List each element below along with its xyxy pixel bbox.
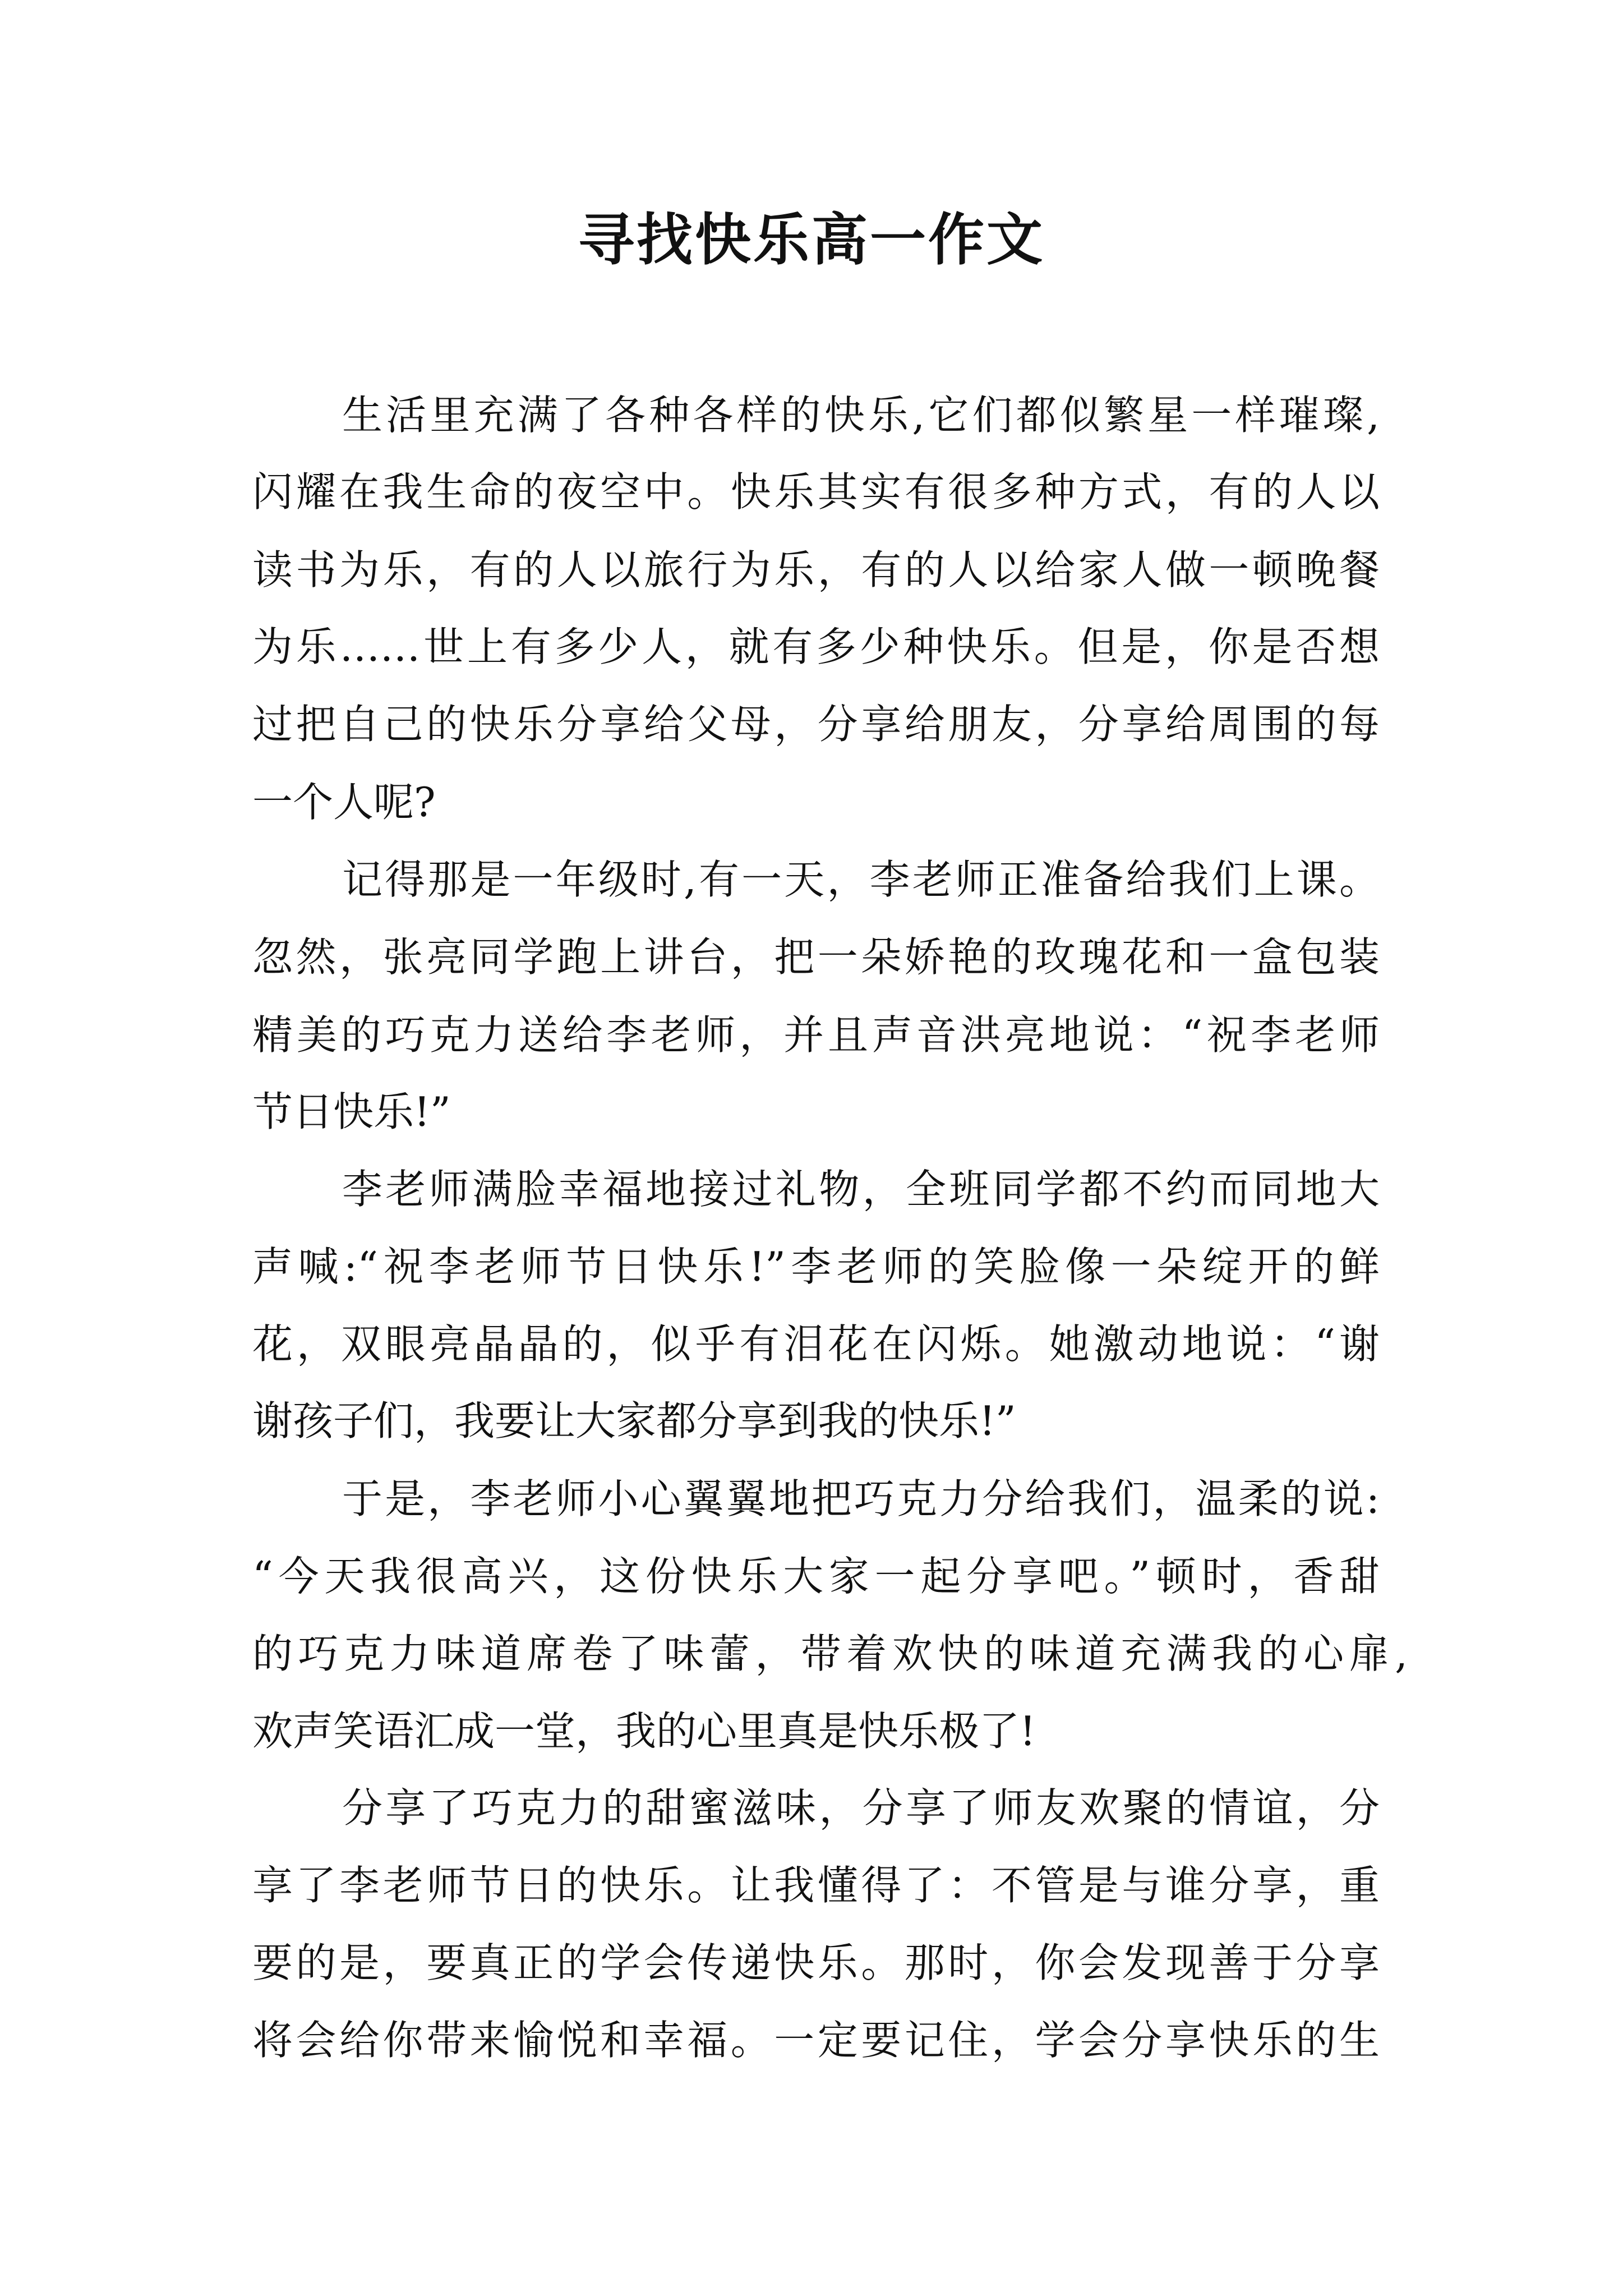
paragraph-line: 一个人呢? (252, 779, 436, 826)
paragraph-line: “今天我很高兴，这份快乐大家一起分享吧。”顿时，香甜 (252, 1553, 1380, 1600)
paragraph-line: 欢声笑语汇成一堂，我的心里真是快乐极了! (252, 1708, 1036, 1755)
paragraph-line: 享了李老师节日的快乐。让我懂得了：不管是与谁分享，重 (252, 1862, 1380, 1909)
paragraph-line: 精美的巧克力送给李老师，并且声音洪亮地说：“祝李老师 (252, 1011, 1380, 1059)
paragraph-line: 声喊:“祝李老师节日快乐!”李老师的笑脸像一朵绽开的鲜 (252, 1243, 1380, 1290)
paragraph-line: 花，双眼亮晶晶的，似乎有泪花在闪烁。她激动地说：“谢 (252, 1320, 1380, 1368)
paragraph-line: 为乐……世上有多少人，就有多少种快乐。但是，你是否想 (252, 623, 1380, 670)
paragraph-line: 读书为乐，有的人以旅行为乐，有的人以给家人做一顿晚餐 (252, 546, 1380, 593)
document-title: 寻找快乐高一作文 (578, 206, 1045, 273)
paragraph-line: 要的是，要真正的学会传递快乐。那时，你会发现善于分享 (252, 1939, 1380, 1986)
paragraph-line: 谢孩子们，我要让大家都分享到我的快乐!” (252, 1397, 1016, 1444)
paragraph-line: 记得那是一年级时,有一天，李老师正准备给我们上课。 (342, 856, 1380, 903)
paragraph-line: 分享了巧克力的甜蜜滋味，分享了师友欢聚的情谊，分 (342, 1784, 1380, 1832)
paragraph-line: 于是，李老师小心翼翼地把巧克力分给我们，温柔的说: (342, 1475, 1380, 1522)
paragraph-line: 将会给你带来愉悦和幸福。一定要记住，学会分享快乐的生 (252, 2017, 1380, 2064)
paragraph-line: 忽然，张亮同学跑上讲台，把一朵娇艳的玫瑰花和一盒包装 (252, 933, 1380, 981)
paragraph-line: 李老师满脸幸福地接过礼物，全班同学都不约而同地大 (342, 1166, 1380, 1213)
paragraph-line: 生活里充满了各种各样的快乐,它们都似繁星一样璀璨, (342, 392, 1380, 439)
paragraph-line: 节日快乐!” (252, 1088, 451, 1135)
paragraph-line: 的巧克力味道席卷了味蕾，带着欢快的味道充满我的心扉, (252, 1630, 1408, 1677)
paragraph-line: 闪耀在我生命的夜空中。快乐其实有很多种方式，有的人以 (252, 468, 1380, 516)
paragraph-line: 过把自己的快乐分享给父母，分享给朋友，分享给周围的每 (252, 701, 1380, 748)
